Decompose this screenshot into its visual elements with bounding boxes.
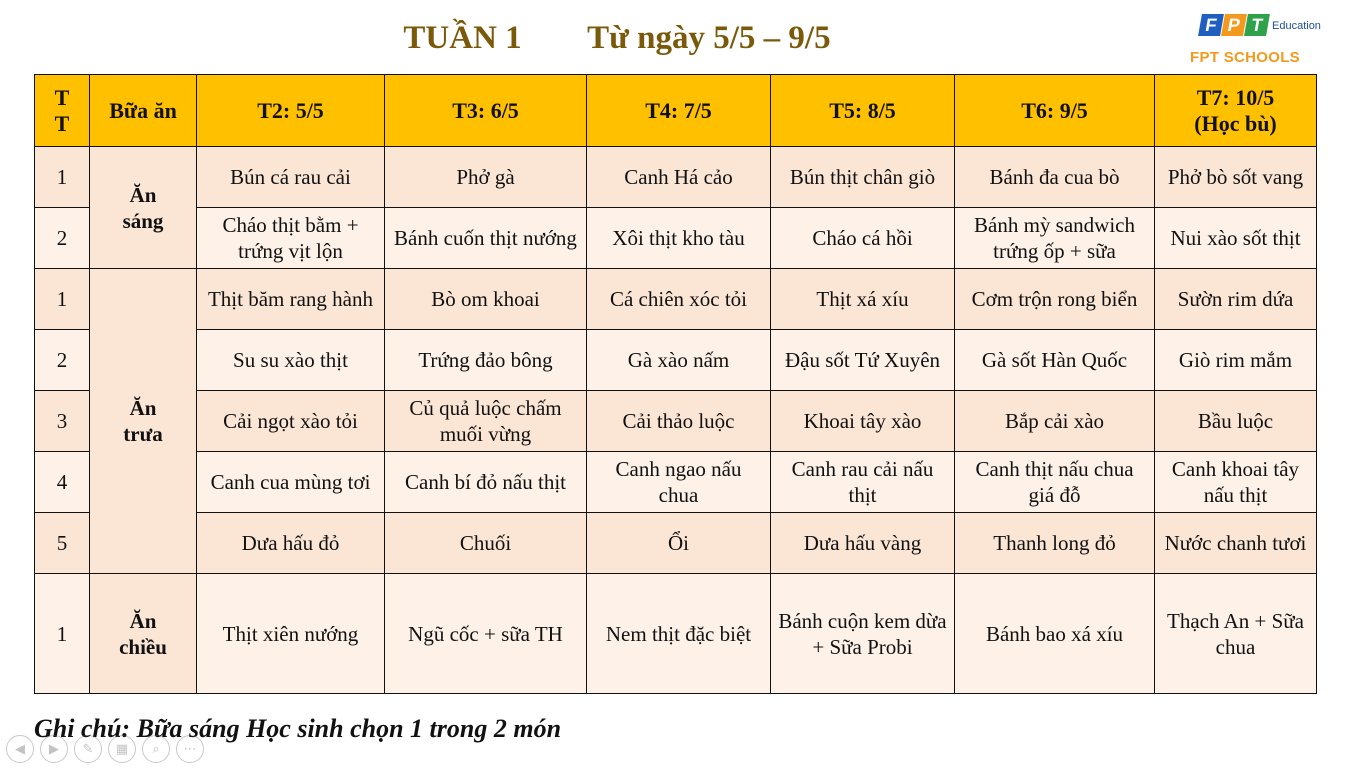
row-number: 2 <box>35 330 90 391</box>
dish-cell: Bắp cải xào <box>955 391 1155 452</box>
dish-cell: Nước chanh tươi <box>1155 513 1317 574</box>
dish-cell: Bò om khoai <box>385 269 587 330</box>
meal-label: Ăn chiều <box>90 574 197 694</box>
row-number: 5 <box>35 513 90 574</box>
table-row <box>35 574 1317 694</box>
header-t6 <box>955 75 1155 147</box>
zoom-icon[interactable]: ⌕ <box>142 735 170 763</box>
more-icon[interactable]: ⋯ <box>176 735 204 763</box>
menu-table <box>34 74 1317 694</box>
table-row <box>35 330 1317 391</box>
page-title: TUẦN 1 Từ ngày 5/5 – 9/5 <box>403 20 831 56</box>
pen-icon[interactable]: ✎ <box>74 735 102 763</box>
dish-cell: Sườn rim dứa <box>1155 269 1317 330</box>
dish-cell: Thịt băm rang hành <box>197 269 385 330</box>
dish-cell: Đậu sốt Tứ Xuyên <box>771 330 955 391</box>
row-number: 4 <box>35 452 90 513</box>
dish-cell: Gà xào nấm <box>587 330 771 391</box>
dish-cell: Cải thảo luộc <box>587 391 771 452</box>
dish-cell: Phở bò sốt vang <box>1155 147 1317 208</box>
dish-cell: Thịt xá xíu <box>771 269 955 330</box>
meal-label: Ăn sáng <box>90 147 197 269</box>
logo-letter-f: F <box>1198 14 1224 36</box>
dish-cell: Bánh cuộn kem dừa + Sữa Probi <box>771 574 955 694</box>
dish-cell: Canh khoai tây nấu thịt <box>1155 452 1317 513</box>
dish-cell: Dưa hấu đỏ <box>197 513 385 574</box>
dish-cell: Cháo thịt bằm + trứng vịt lộn <box>197 208 385 269</box>
dish-cell: Củ quả luộc chấm muối vừng <box>385 391 587 452</box>
dish-cell: Bầu luộc <box>1155 391 1317 452</box>
table-row <box>35 147 1317 208</box>
logo-schools-text: FPT SCHOOLS <box>1190 49 1300 66</box>
header-label: T5: 8/5 <box>829 97 896 123</box>
dish-cell: Cá chiên xóc tỏi <box>587 269 771 330</box>
header-label: Bữa ăn <box>109 97 177 123</box>
slides-icon[interactable]: ▦ <box>108 735 136 763</box>
header-label: T7: 10/5 (Học bù) <box>1194 84 1277 136</box>
row-number: 1 <box>35 269 90 330</box>
menu-table-body <box>35 147 1317 694</box>
dish-cell: Xôi thịt kho tàu <box>587 208 771 269</box>
logo-letter-p: P <box>1221 14 1247 36</box>
header-meal <box>90 75 197 147</box>
dish-cell: Nem thịt đặc biệt <box>587 574 771 694</box>
row-number: 3 <box>35 391 90 452</box>
footnote: Ghi chú: Bữa sáng Học sinh chọn 1 trong 2 món <box>34 714 562 743</box>
fpt-logo-mark <box>1200 14 1269 38</box>
header-t7 <box>1155 75 1317 147</box>
dish-cell: Giò rim mắm <box>1155 330 1317 391</box>
dish-cell: Canh rau cải nấu thịt <box>771 452 955 513</box>
header-t3 <box>385 75 587 147</box>
dish-cell: Phở gà <box>385 147 587 208</box>
logo-education-text: Education <box>1272 20 1321 32</box>
header-label: T4: 7/5 <box>645 97 712 123</box>
next-icon[interactable]: ▶ <box>40 735 68 763</box>
row-number: 1 <box>35 147 90 208</box>
dish-cell: Bún cá rau cải <box>197 147 385 208</box>
logo-letter-t: T <box>1244 14 1270 36</box>
previous-icon[interactable]: ◀ <box>6 735 34 763</box>
dish-cell: Trứng đảo bông <box>385 330 587 391</box>
table-row <box>35 269 1317 330</box>
dish-cell: Gà sốt Hàn Quốc <box>955 330 1155 391</box>
header-t2 <box>197 75 385 147</box>
dish-cell: Bánh cuốn thịt nướng <box>385 208 587 269</box>
dish-cell: Canh ngao nấu chua <box>587 452 771 513</box>
header-t4 <box>587 75 771 147</box>
table-header-row <box>35 75 1317 147</box>
dish-cell: Dưa hấu vàng <box>771 513 955 574</box>
header-label: T2: 5/5 <box>257 97 324 123</box>
table-row <box>35 513 1317 574</box>
dish-cell: Bánh mỳ sandwich trứng ốp + sữa <box>955 208 1155 269</box>
header-label: T6: 9/5 <box>1021 97 1088 123</box>
dish-cell: Thanh long đỏ <box>955 513 1155 574</box>
fpt-schools-logo <box>1186 14 1321 70</box>
header-label: T T <box>54 84 70 136</box>
dish-cell: Canh bí đỏ nấu thịt <box>385 452 587 513</box>
dish-cell: Thịt xiên nướng <box>197 574 385 694</box>
dish-cell: Bánh đa cua bò <box>955 147 1155 208</box>
row-number: 2 <box>35 208 90 269</box>
table-row <box>35 391 1317 452</box>
table-row <box>35 208 1317 269</box>
header-label: T3: 6/5 <box>452 97 519 123</box>
table-row <box>35 452 1317 513</box>
header-tt <box>35 75 90 147</box>
dish-cell: Bún thịt chân giò <box>771 147 955 208</box>
dish-cell: Bánh bao xá xíu <box>955 574 1155 694</box>
slideshow-nav <box>6 735 204 763</box>
header-t5 <box>771 75 955 147</box>
dish-cell: Ổi <box>587 513 771 574</box>
meal-label: Ăn trưa <box>90 269 197 574</box>
dish-cell: Cơm trộn rong biển <box>955 269 1155 330</box>
dish-cell: Canh cua mùng tơi <box>197 452 385 513</box>
dish-cell: Su su xào thịt <box>197 330 385 391</box>
dish-cell: Khoai tây xào <box>771 391 955 452</box>
dish-cell: Nui xào sốt thịt <box>1155 208 1317 269</box>
dish-cell: Canh Há cảo <box>587 147 771 208</box>
dish-cell: Cháo cá hồi <box>771 208 955 269</box>
dish-cell: Ngũ cốc + sữa TH <box>385 574 587 694</box>
dish-cell: Thạch An + Sữa chua <box>1155 574 1317 694</box>
dish-cell: Canh thịt nấu chua giá đỗ <box>955 452 1155 513</box>
dish-cell: Cải ngọt xào tỏi <box>197 391 385 452</box>
dish-cell: Chuối <box>385 513 587 574</box>
row-number: 1 <box>35 574 90 694</box>
